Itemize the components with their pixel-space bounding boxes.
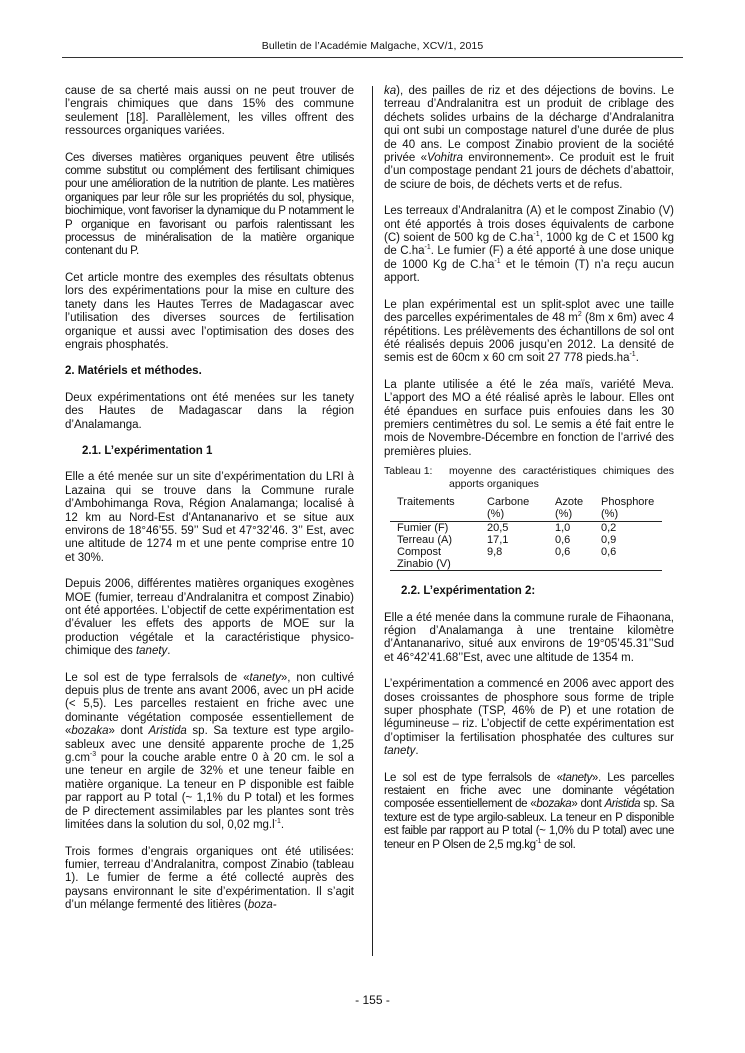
paragraph: La plante utilisée a été le zéa maïs, variété Meva. L’apport des MO a été réalisé après le labour. Elles ont été épandues en surface puis enfouies dans les 30 premiers centimètres du sol. Le semis a été fait entre le mois de Novembre-Décembre en fonction de l’arrivé des premières pluies. — [384, 378, 674, 458]
italic-term: Aristida — [148, 725, 187, 738]
italic-term: Vohitra — [427, 152, 464, 165]
text-run: . — [167, 645, 171, 658]
italic-term: bozaka — [71, 725, 109, 738]
table-cell: Terreau (A) — [397, 534, 453, 547]
table-row — [390, 546, 662, 571]
paragraph — [384, 678, 674, 758]
table-cell: Fumier (F) — [397, 522, 449, 535]
table-caption-text: moyenne des caractéristiques chimiques des apports organiques — [449, 465, 674, 490]
italic-term: tanety — [384, 745, 416, 758]
italic-term: boza- — [247, 899, 277, 912]
italic-term: tanety — [249, 671, 281, 684]
table-caption-label: Tableau 1: — [384, 465, 433, 478]
paragraph — [65, 578, 354, 658]
table-header-cell — [487, 496, 555, 522]
italic-term: bozaka — [536, 798, 572, 811]
header-unit: (%) — [601, 508, 619, 521]
text-run: Le sol est de type ferralsols de « — [384, 771, 563, 784]
header-label: Azote — [555, 496, 584, 509]
paragraph — [384, 205, 674, 285]
paragraph: Elle a été menée dans la commune rurale de Fihaonana, région d’Analamanga à une trentaine kilomètre d’Antananarivo, situé aux environs de 19°05’45.31’’Sud et 46°42’41.68’’Est, avec une altitude de 1354 m. — [384, 611, 674, 664]
paragraph: Cet article montre des exemples des résultats obtenus lors des expérimentations pour la mise en culture des tanety dans les Hautes Terres de Madagascar avec l’utilisation des diverses sources de fertilisation organique et aussi avec l’optimisation des doses des engrais phosphatés. — [65, 271, 354, 351]
superscript: -1 — [274, 818, 281, 826]
subsection-heading: 2.1. L’expérimentation 1 — [82, 444, 213, 457]
italic-term: tanety — [135, 645, 168, 658]
text-run: Le plan expérimental est un split-splot avec une taille des parcelles expérimentales de 48 m — [384, 298, 674, 325]
italic-term: tanety — [562, 771, 592, 784]
paragraph — [65, 846, 354, 913]
paragraph: Ces diverses matières organiques peuvent être utilisés comme substitut ou complément des fertilisant chimiques pour une amélioration de la nutrition de plante. Les matières organiques par leur rôle sur les propriétés du sol, physique, biochimique, vont favoriser la dynamique du P notamment le P organique en favorisant ou parfois ralentissant les processus de minéralisation de la matière organique contenant du P. — [65, 151, 354, 258]
italic-term: Aristida — [604, 798, 641, 811]
text-run: sp. Sa texture est type argilo-sableux avec une densité apparente proche de 1,25 g.cm — [65, 725, 354, 765]
table-row — [390, 534, 662, 546]
text-run: L’expérimentation a commencé en 2006 avec apport des doses croissantes de phosphore sous forme de triple super phosphate (TSP, 46% de P) et une rotation de légumineuse – riz. L’objectif de cette expérimentation est d’optimiser la fertilisation phosphatée des cultures sur — [384, 678, 674, 744]
header-label: Traitements — [397, 496, 455, 509]
table-cell: 9,8 — [487, 546, 555, 571]
table-header-cell — [601, 496, 662, 522]
superscript: -1 — [629, 351, 636, 359]
text-run: et le témoin (T) n’a reçu aucun apport. — [384, 258, 674, 285]
header-unit: (%) — [487, 508, 505, 521]
superscript: -1 — [535, 837, 542, 845]
header-unit: (%) — [555, 508, 573, 521]
page-number: - 155 - — [355, 993, 390, 1007]
table-cell: 20,5 — [487, 522, 509, 535]
paragraph — [384, 299, 674, 366]
running-header: Bulletin de l’Académie Malgache, XCV/1, 2015 — [261, 40, 484, 52]
text-run: pour la couche arable entre 0 à 20 cm. le sol a une teneur en argile de 32% et une teneur faible en matière organique. La teneur en P disponible est faible par rapport au P total (~ 1,1% du P total) et les formes de P directement assimilables par les plantes sont très limitées dans la solution du sol, 0,02 mg.l — [65, 752, 354, 832]
superscript: 2 — [577, 311, 582, 319]
header-rule — [62, 57, 683, 58]
chemical-characteristics-table — [390, 496, 662, 571]
text-run: sp. Sa texture est de type argilo-sableux. La teneur en P disponible est faible par rapport au P total (~ 1,0% du P total) avec une teneur en P Olsen de 2,5 mg.kg — [384, 798, 674, 851]
table-header-row — [390, 496, 662, 522]
table-caption — [384, 465, 674, 490]
right-column — [384, 85, 674, 852]
text-run: environnement». Ce produit est le fruit d’un compostage pendant 21 jours de déchets d’abattoir, de sciure de bois, de déchets verts et de refus. — [384, 152, 674, 191]
left-column — [65, 85, 354, 913]
text-run: de sol. — [541, 838, 576, 851]
text-run: . — [415, 745, 419, 758]
text-run: Le sol est de type ferralsols de « — [65, 671, 250, 684]
table-cell: 17,1 — [487, 534, 509, 547]
paragraph — [65, 672, 354, 833]
text-run: . Le fumier (F) a été apporté à une dose unique de 1000 Kg de C.ha — [384, 245, 675, 271]
text-run: . — [635, 352, 639, 365]
table-cell: Compost Zinabio (V) — [390, 546, 487, 571]
text-run: ». Les parcelles restaient en friche avec une dominante végétation composée essentiellement de « — [384, 771, 674, 811]
text-run: . — [280, 819, 285, 832]
column-separator — [372, 86, 373, 956]
paragraph — [384, 85, 674, 192]
table-cell: 0,2 — [601, 522, 617, 535]
text-run: » dont — [108, 725, 149, 738]
superscript: -1 — [533, 231, 540, 239]
table-cell: 0,6 — [555, 534, 571, 547]
table-header-cell — [555, 496, 601, 522]
text-run: ), des pailles de riz et des déjections de bovins. Le terreau d’Andralanitra est un produit de criblage des déchets solides urbains de la décharge d’Andralanitra qui ont subi un compostage naturel d’une durée de plus de 40 ans. Le compost Zinabio provient de la société privée « — [384, 85, 674, 165]
text-run: » dont — [571, 798, 605, 811]
table-header-cell — [390, 496, 487, 522]
text-run: Depuis 2006, différentes matières organiques exogènes MOE (fumier, terreau d’Andralanitra et compost Zinabio) ont été apportées. L’objectif de cette expérimentation est d’évaluer les effets des apports de MOE sur la production végétale et la caractéristique physico-chimique des — [65, 578, 354, 658]
table-cell: 0,6 — [555, 546, 601, 571]
superscript: -1 — [494, 258, 501, 266]
paragraph: Deux expérimentations ont été menées sur les tanety des Hautes de Madagascar dans la région d’Analamanga. — [65, 391, 354, 431]
table-cell: 1,0 — [555, 522, 571, 535]
text-run: , 1000 kg de C et 1500 kg de C.ha — [384, 232, 674, 258]
table-cell: 0,9 — [601, 534, 617, 547]
header-label: Carbone — [487, 496, 530, 509]
paragraph — [384, 772, 674, 852]
subsection-heading: 2.2. L’expérimentation 2: — [401, 585, 536, 598]
italic-term: ka — [384, 85, 397, 97]
table-cell: 0,6 — [601, 546, 662, 571]
text-run: Trois formes d’engrais organiques ont été utilisées: fumier, terreau d’Andralanitra, compost Zinabio (tableau 1). Le fumier de ferme a été collecté auprès des paysans environnant le site d’expérimentation. Il s’agit d’un mélange fermenté des litières ( — [65, 845, 354, 912]
superscript: -3 — [89, 751, 97, 759]
paragraph: Elle a été menée sur un site d’expérimentation du LRI à Lazaina qui se trouve dans la Commune rurale d’Ambohimanga Rova, Région Analamanga; localisé à 12 km au Nord-Est d'Antananarivo et se situe aux environs de 18°46’55. 59’’ Sud et 47°32’46. 3’’ Est, avec une altitude de 1274 m et une pente comprise entre 10 et 30%. — [65, 471, 354, 564]
table-row — [390, 522, 662, 535]
superscript: -1 — [424, 244, 431, 252]
paragraph: cause de sa cherté mais aussi on ne peut trouver de l’engrais chimiques que dans 15% des commune seulement [18]. Parallèlement, les villes offrent des ressources organiques variées. — [65, 85, 354, 138]
text-run: », non cultivé depuis plus de trente ans avant 2006, avec un pH acide (< 5,5). Les parcelles restaient en friche avec une dominante végétation composée essentiellement de « — [65, 671, 354, 738]
text-run: (8m x 6m) avec 4 répétitions. Les prélèvements des échantillons de sol ont été réalisés depuis 2006 jusqu’en 2012. La densité de semis est de 60cm x 60 cm soit 27 778 pieds.ha — [384, 312, 674, 365]
header-label: Phosphore — [601, 496, 655, 509]
text-run: Les terreaux d’Andralanitra (A) et le compost Zinabio (V) ont été apportés à trois doses équivalents de carbone (C) soient de 500 kg de C.ha — [384, 205, 674, 245]
section-heading: 2. Matériels et méthodes. — [65, 365, 202, 378]
